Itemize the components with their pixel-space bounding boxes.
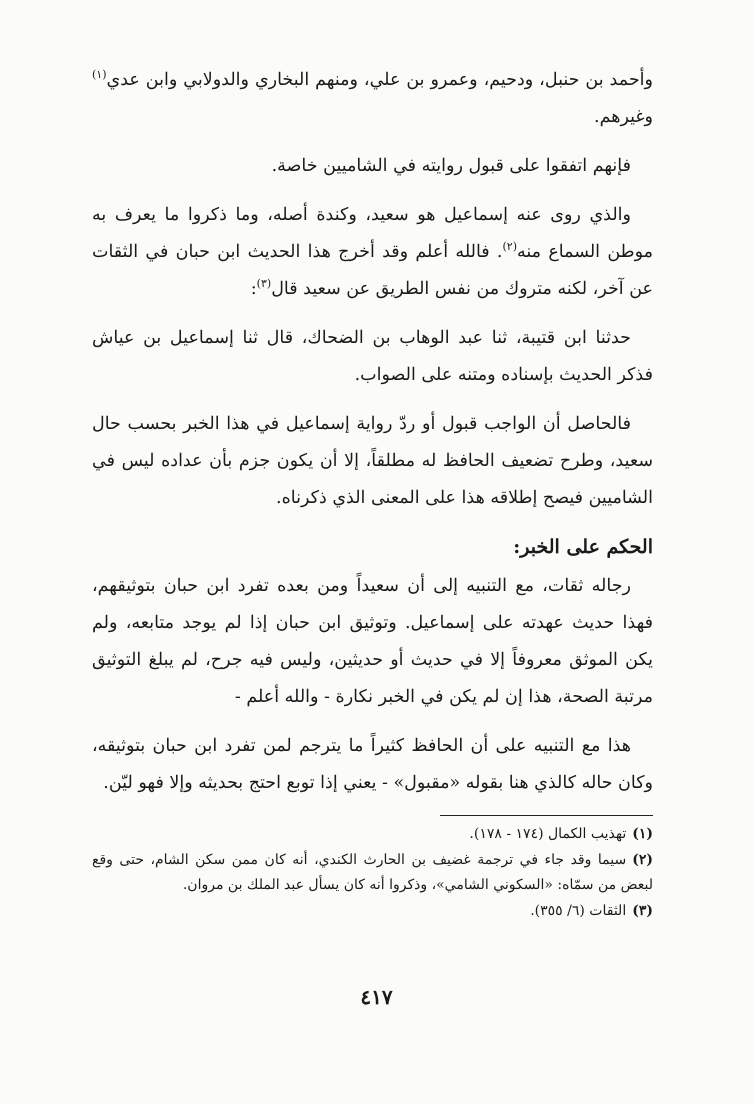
footnote-2-text: سيما وقد جاء في ترجمة غضيف بن الحارث الكندي، أنه كان ممن سكن الشام، حتى وقع لبعض من سمّاه: «السكوني الشامي»، وذكروا أنه كان يسأل عبد الملك بن مروان.	[92, 851, 653, 893]
footnote-2-number: (٢)	[632, 851, 653, 868]
paragraph-5: فالحاصل أن الواجب قبول أو ردّ رواية إسماعيل في هذا الخبر بحسب حال سعيد، وطرح تضعيف الحافظ له مطلقاً، إلا أن يكون جزم بأن عداده ليس في الشاميين فيصح إطلاقه هذا على المعنى الذي ذكرناه.	[92, 414, 653, 508]
footnote-ref-2[interactable]: (٢)	[502, 240, 518, 254]
paragraph-1-tail: وغيرهم.	[594, 107, 653, 127]
page-number: ٤١٧	[360, 985, 393, 1009]
footnote-ref-3[interactable]: (٣)	[256, 277, 272, 291]
paragraph-3-text-a: والذي روى عنه إسماعيل هو سعيد، وكندة أصله، وما ذكروا ما يعرف به موطن السماع منه	[92, 205, 653, 262]
footnote-3	[92, 899, 653, 925]
paragraph-4: حدثنا ابن قتيبة، ثنا عبد الوهاب بن الضحاك، قال ثنا إسماعيل بن عياش فذكر الحديث بإسناده ومتنه على الصواب.	[92, 328, 653, 385]
footnote-3-text: الثقات (٦/ ٣٥٥).	[530, 902, 627, 919]
footnote-1-text: تهذيب الكمال (١٧٤ - ١٧٨).	[469, 826, 627, 842]
paragraph-3-text-b: . فالله أعلم وقد أخرج هذا الحديث ابن حبان في الثقات عن آخر، لكنه متروك من نفس الطريق عن سعيد قال	[92, 242, 653, 299]
paragraph-1	[92, 62, 653, 136]
footnote-3-number: (٣)	[632, 902, 653, 919]
paragraph-6: رجاله ثقات، مع التنبيه إلى أن سعيداً ومن بعده تفرد ابن حبان بتوثيقهم، فهذا حديث عهدته على إسماعيل. وتوثيق ابن حبان إذا لم يوجد متابعه، ولم يكن الموثق معروفاً إلا في حديث أو حديثين، وليس فيه جرح، لم يبلغ التوثيق مرتبة الصحة، هذا إن لم يكن في الخبر نكارة - والله أعلم -	[92, 576, 653, 707]
paragraph-2: فإنهم اتفقوا على قبول روايته في الشاميين خاصة.	[271, 156, 631, 176]
section-heading: الحكم على الخبر:	[513, 536, 653, 558]
footnote-ref-1[interactable]: (١)	[92, 68, 107, 82]
footnote-2	[92, 848, 653, 899]
main-text	[92, 62, 653, 814]
paragraph-3	[92, 197, 653, 308]
footnote-divider	[440, 815, 653, 816]
footnote-1-number: (١)	[632, 826, 653, 842]
paragraph-1-text: وأحمد بن حنبل، ودحيم، وعمرو بن علي، ومنهم البخاري والدولابي وابن عدي	[106, 70, 653, 90]
paragraph-7: هذا مع التنبيه على أن الحافظ كثيراً ما يترجم لمن تفرد ابن حبان بتوثيقه، وكان حاله كالذي هنا بقوله «مقبول» - يعني إذا توبع احتج بحديثه وإلا فهو ليّن.	[92, 736, 653, 793]
footnotes	[92, 822, 653, 924]
footnote-1	[92, 822, 653, 848]
paragraph-3-text-c: :	[250, 279, 257, 299]
